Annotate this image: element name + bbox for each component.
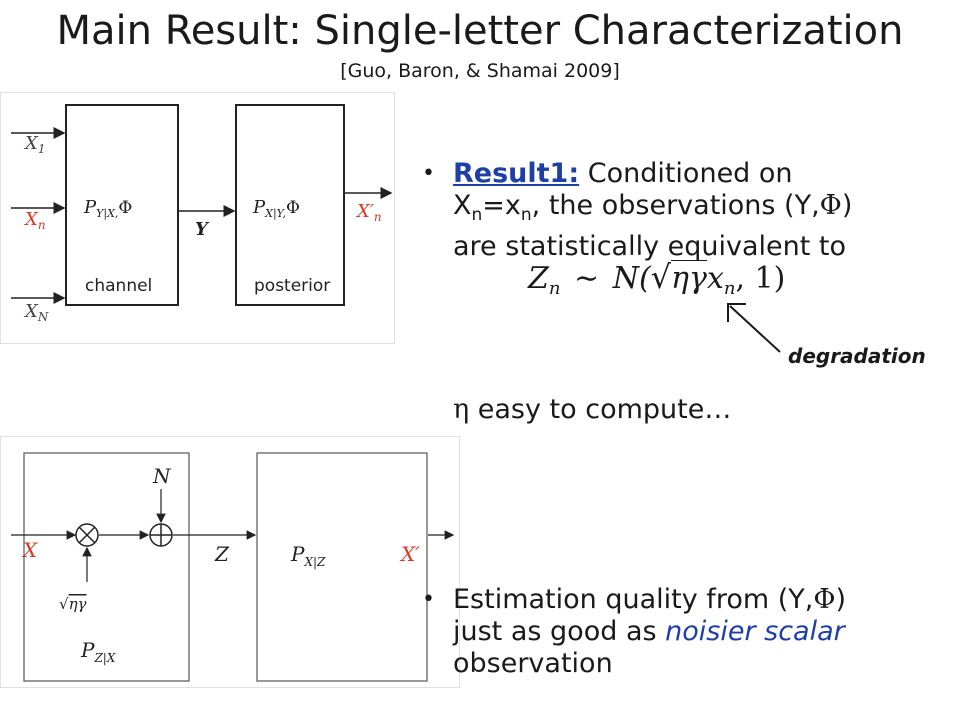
top-block-diagram bbox=[0, 92, 395, 344]
noisier-scalar: noisier scalar bbox=[665, 616, 845, 647]
middle-signal-y: Y bbox=[195, 219, 208, 240]
bullet-dot-2: • bbox=[422, 587, 435, 612]
degradation-arrow bbox=[718, 298, 788, 358]
estimation-line1a: Estimation quality from (Y, bbox=[453, 584, 814, 615]
formula-z: Z bbox=[528, 261, 549, 296]
top-diagram-svg bbox=[1, 93, 394, 343]
estimation-bullet bbox=[422, 584, 952, 680]
formula-root-body: ηγ bbox=[671, 261, 707, 296]
result1-eq: =x bbox=[482, 190, 521, 221]
formula-normal: N( bbox=[612, 261, 651, 296]
input-label-xN: $X_N$ bbox=[25, 301, 49, 324]
formula-sqrt: √ bbox=[650, 258, 672, 296]
bottom-posterior-label: $P_{X|Z}$ bbox=[291, 542, 326, 569]
result1-phi: Φ bbox=[819, 190, 842, 221]
result1-obs: , the observations (Y, bbox=[531, 190, 820, 221]
bottom-middle-z: Z bbox=[215, 542, 229, 566]
result1-bullet bbox=[422, 158, 942, 263]
bottom-diagram-svg bbox=[1, 437, 459, 687]
bottom-output-x: X′ bbox=[401, 542, 420, 566]
gain-label: √ηγ bbox=[59, 595, 87, 613]
slide-title: Main Result: Single-letter Characterization bbox=[56, 8, 904, 54]
posterior-block-label: $P_{X|Y,}\Phi$ bbox=[253, 197, 300, 220]
bottom-block-diagram bbox=[0, 436, 460, 688]
formula-x: x bbox=[706, 261, 724, 296]
result1-close: ) bbox=[841, 190, 853, 221]
formula-x-sub: n bbox=[723, 278, 736, 299]
eta-text: easy to compute… bbox=[469, 394, 732, 425]
result1-xn-sub: n bbox=[520, 205, 532, 225]
formula-tail: , 1) bbox=[735, 261, 786, 296]
eta-line bbox=[453, 394, 731, 426]
formula-z-sub: n bbox=[548, 278, 561, 299]
result1-text-3: are statistically equivalent to bbox=[453, 231, 847, 262]
equivalence-formula bbox=[528, 258, 858, 308]
bullet-dot: • bbox=[422, 161, 435, 186]
channel-caption: channel bbox=[85, 276, 153, 296]
bottom-posterior-box bbox=[257, 453, 427, 681]
result1-x-sub: n bbox=[471, 205, 483, 225]
estimation-line1b: ) bbox=[835, 584, 847, 615]
noise-label-n: N bbox=[153, 464, 171, 488]
posterior-caption: posterior bbox=[254, 276, 331, 296]
bottom-input-x: X bbox=[23, 538, 38, 562]
bottom-channel-label: $P_{Z|X}$ bbox=[81, 638, 116, 665]
result1-text-1: Conditioned on bbox=[579, 158, 793, 189]
estimation-line3: observation bbox=[453, 648, 613, 679]
estimation-line2a: just as good as bbox=[453, 616, 666, 647]
eta-symbol: η bbox=[453, 394, 470, 425]
input-label-x1: $X_1$ bbox=[25, 133, 46, 156]
degradation-label: degradation bbox=[788, 344, 926, 368]
output-label-xn: $X'_n$ bbox=[357, 201, 382, 224]
formula-sim: ∼ bbox=[574, 261, 600, 296]
citation: [Guo, Baron, & Shamai 2009] bbox=[340, 60, 620, 82]
input-label-xn: $X_n$ bbox=[25, 209, 46, 232]
result1-label: Result1: bbox=[453, 158, 580, 189]
estimation-phi: Φ bbox=[813, 584, 836, 615]
channel-block-label: $P_{Y|X,}\Phi$ bbox=[84, 197, 133, 220]
result1-x: X bbox=[453, 190, 472, 221]
